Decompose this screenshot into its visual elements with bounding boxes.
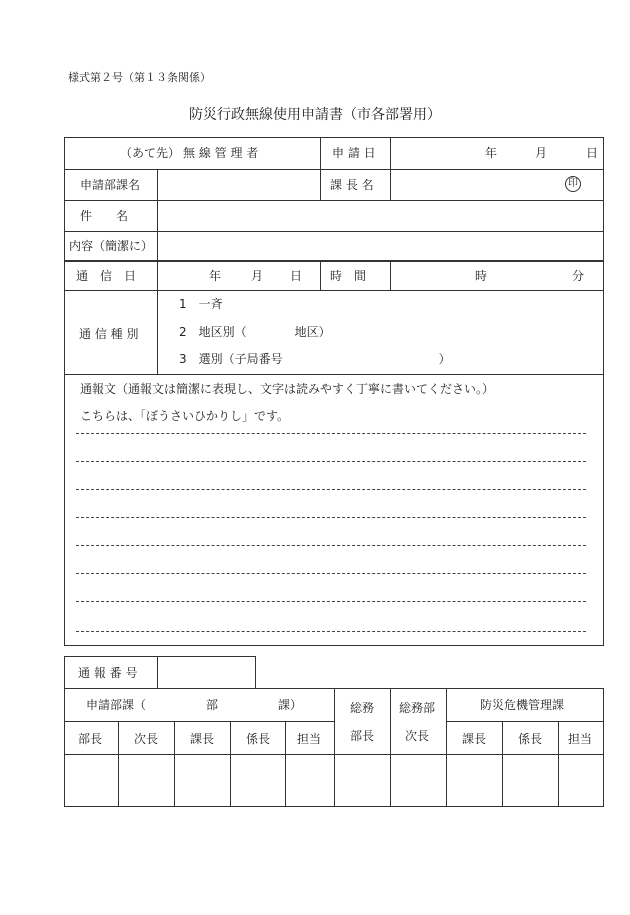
stamp-cell-dis-tanto[interactable] <box>559 755 603 806</box>
apply-date-month[interactable]: 月 <box>535 146 548 160</box>
message-ruled-line <box>76 545 586 546</box>
comm-date-day[interactable]: 日 <box>290 269 303 283</box>
stamp-cell-sub-tanto[interactable] <box>286 755 334 806</box>
applicant-dept-label: 申請部課（ 部 課） <box>86 698 303 712</box>
message-line-1: こちらは、「ぼうさいひかりし」です。 <box>80 409 290 423</box>
apply-date-year[interactable]: 年 <box>485 146 498 160</box>
comm-date-month[interactable]: 月 <box>251 269 264 283</box>
comm-date-year[interactable]: 年 <box>209 269 222 283</box>
document-title: 防災行政無線使用申請書（市各部署用） <box>189 107 441 123</box>
stamp-cell-sub-jicho[interactable] <box>119 755 174 806</box>
stamp-cell-general-affairs-bucho[interactable] <box>335 755 390 806</box>
content-label: 内容（簡潔に） <box>69 239 154 253</box>
time-minute[interactable]: 分 <box>572 269 585 283</box>
stamp-cell-sub-kakaricho[interactable] <box>231 755 285 806</box>
sub-kakaricho-label: 係長 <box>246 732 271 746</box>
comm-type-option-select[interactable]: 3 選別（子局番号 ） <box>179 352 451 366</box>
department-field[interactable] <box>158 170 320 200</box>
comm-date-label: 通 信 日 <box>76 269 137 283</box>
subject-field[interactable] <box>158 201 603 231</box>
message-ruled-line <box>76 601 586 602</box>
time-hour[interactable]: 時 <box>475 269 488 283</box>
dis-tanto-label: 担当 <box>568 732 593 746</box>
seal-icon: 印 <box>565 176 581 192</box>
stamp-cell-sub-kacho[interactable] <box>175 755 230 806</box>
chief-label: 課 長 名 <box>330 178 374 192</box>
stamp-cell-dis-kakaricho[interactable] <box>503 755 558 806</box>
sub-bucho-label: 部長 <box>78 732 103 746</box>
dis-kacho-label: 課長 <box>462 732 487 746</box>
form-number: 様式第２号（第１３条関係） <box>68 71 211 84</box>
sub-kacho-label: 課長 <box>190 732 215 746</box>
comm-type-option-district[interactable]: 2 地区別（ 地区） <box>179 325 331 339</box>
dis-kakaricho-label: 係長 <box>518 732 543 746</box>
message-ruled-line <box>76 631 586 632</box>
chief-name-field[interactable] <box>391 170 561 200</box>
general-affairs-bucho-label: 部長 <box>350 729 375 743</box>
message-instruction: 通報文（通報文は簡潔に表現し、文字は読みやすく丁寧に書いてください。） <box>80 382 495 396</box>
department-label: 申請部課名 <box>80 178 141 192</box>
message-ruled-line <box>76 433 586 434</box>
apply-date-day[interactable]: 日 <box>586 146 599 160</box>
message-ruled-line <box>76 517 586 518</box>
general-affairs-dept-label: 総務部 <box>399 701 436 715</box>
content-field[interactable] <box>158 232 603 260</box>
message-ruled-line <box>76 461 586 462</box>
time-label: 時 間 <box>330 269 367 283</box>
report-number-field[interactable] <box>158 657 255 688</box>
addressee-label: （あて先） <box>120 146 181 160</box>
report-number-label: 通 報 番 号 <box>78 666 138 680</box>
comm-type-label: 通 信 種 別 <box>79 327 139 341</box>
subject-label: 件 名 <box>80 209 129 223</box>
addressee-value: 無 線 管 理 者 <box>183 146 259 160</box>
message-ruled-line <box>76 489 586 490</box>
general-affairs-label: 総務 <box>350 701 375 715</box>
general-affairs-jicho-label: 次長 <box>405 729 430 743</box>
comm-type-option-all[interactable]: 1 一斉 <box>179 297 223 311</box>
sub-tanto-label: 担当 <box>297 732 322 746</box>
stamp-cell-dis-kacho[interactable] <box>447 755 502 806</box>
message-ruled-line <box>76 573 586 574</box>
disaster-section-label: 防災危機管理課 <box>480 698 565 712</box>
apply-date-label: 申 請 日 <box>332 146 376 160</box>
stamp-cell-general-affairs-jicho[interactable] <box>391 755 446 806</box>
stamp-cell-sub-bucho[interactable] <box>65 755 118 806</box>
sub-jicho-label: 次長 <box>134 732 159 746</box>
